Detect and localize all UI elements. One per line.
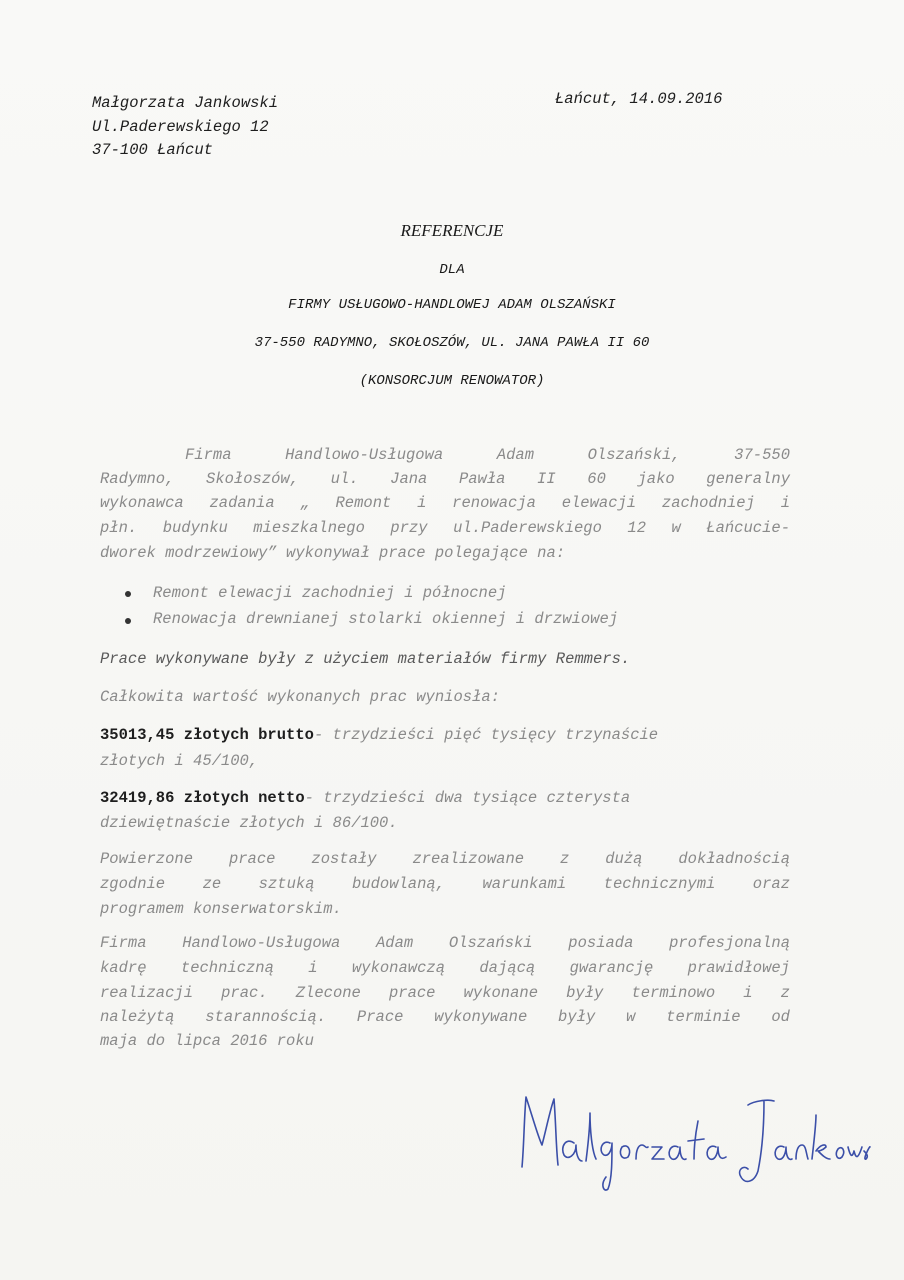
net-amount: 32419,86 złotych netto (100, 789, 305, 807)
intro-line-5: dworek modrzewiowy” wykonywał prace polegające na: (100, 544, 566, 562)
sender-name: Małgorzata Jankowski (92, 94, 279, 112)
closing-line-1: Firma Handlowo-Usługowa Adam Olszański posiada profesjonalną (100, 934, 790, 952)
document-title: REFERENCJE (400, 221, 504, 240)
intro-line-3: wykonawca zadania „ Remont i renowacja elewacji zachodniej i (100, 494, 790, 512)
net-words-2: dziewiętnaście złotych i 86/100. (100, 814, 398, 832)
gross-line (100, 728, 658, 744)
net-line (100, 791, 630, 807)
quality-line-2: zgodnie ze sztuką budowlaną, warunkami technicznymi oraz (100, 875, 790, 893)
bullet-item-2: Renowacja drewnianej stolarki okiennej i drzwiowej (153, 610, 619, 628)
sender-city: 37-100 Łańcut (92, 141, 213, 159)
closing-line-3: realizacji prac. Zlecone prace wykonane były terminowo i z (100, 984, 790, 1002)
intro-line-2: Radymno, Skołoszów, ul. Jana Pawła II 60 jako generalny (100, 470, 790, 488)
heading-for: DLA (439, 262, 465, 278)
intro-line-1: Firma Handlowo-Usługowa Adam Olszański, 37-550 (185, 446, 790, 464)
handwritten-signature (512, 1085, 872, 1195)
gross-words: - trzydzieści pięć tysięcy trzynaście (313, 726, 659, 744)
gross-amount: 35013,45 złotych brutto (100, 726, 314, 744)
heading-consortium: (KONSORCJUM RENOWATOR) (359, 373, 545, 389)
heading-address: 37-550 RADYMNO, SKOŁOSZÓW, UL. JANA PAWŁA II 60 (254, 335, 650, 351)
bullet-item-1: Remont elewacji zachodniej i północnej (153, 584, 507, 602)
sender-street: Ul.Paderewskiego 12 (92, 118, 269, 136)
bullet-dot (125, 618, 131, 624)
closing-line-5: maja do lipca 2016 roku (100, 1032, 314, 1050)
bullet-dot (125, 591, 131, 597)
place-date: Łańcut, 14.09.2016 (555, 90, 723, 108)
gross-words-2: złotych i 45/100, (100, 752, 259, 770)
closing-line-4: należytą starannością. Prace wykonywane były w terminie od (100, 1008, 790, 1026)
heading-company: FIRMY USŁUGOWO-HANDLOWEJ ADAM OLSZAŃSKI (288, 297, 616, 313)
quality-line-1: Powierzone prace zostały zrealizowane z dużą dokładnością (100, 850, 790, 868)
materials-line: Prace wykonywane były z użyciem materiałów firmy Remmers. (100, 650, 631, 668)
quality-line-3: programem konserwatorskim. (100, 900, 342, 918)
net-words: - trzydzieści dwa tysiące czterysta (304, 789, 631, 807)
intro-line-4: płn. budynku mieszkalnego przy ul.Paderewskiego 12 w Łańcucie- (100, 519, 790, 537)
closing-line-2: kadrę techniczną i wykonawczą dającą gwarancję prawidłowej (100, 959, 790, 977)
total-label: Całkowita wartość wykonanych prac wyniosła: (100, 688, 500, 706)
